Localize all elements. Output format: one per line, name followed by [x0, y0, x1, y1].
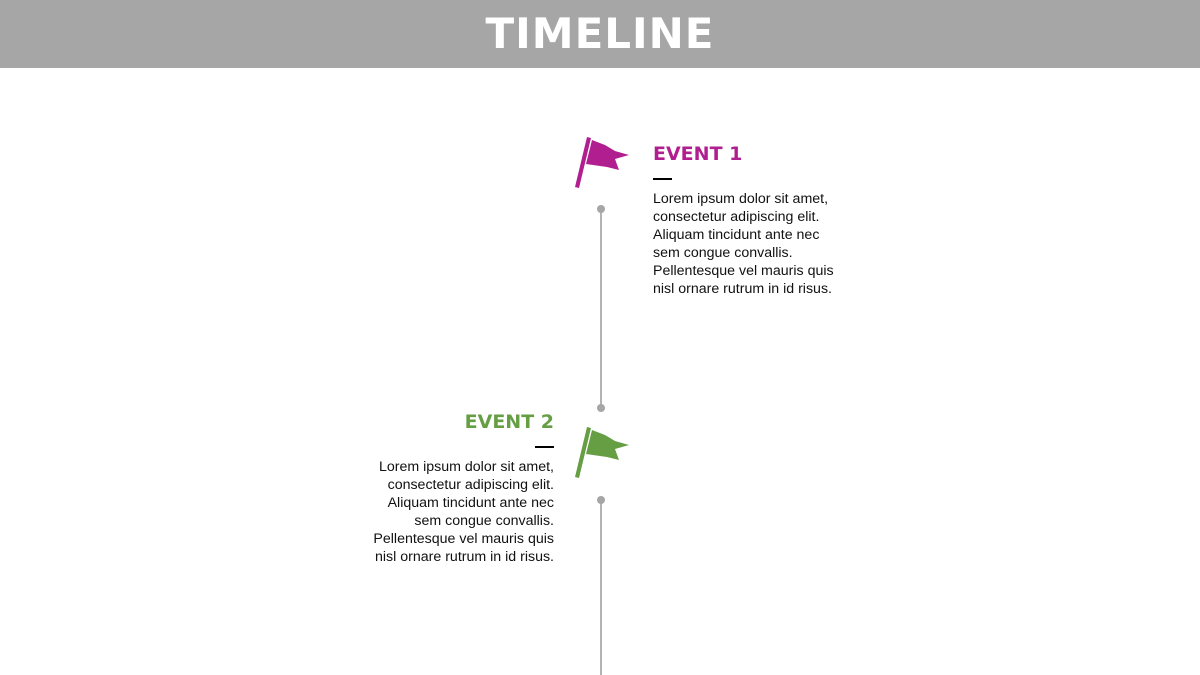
flag-banner [586, 140, 629, 170]
description-line: Aliquam tincidunt ante nec [387, 495, 554, 511]
flag-banner [586, 430, 629, 460]
description-line: nisl ornare rutrum in id risus. [375, 549, 554, 565]
event-2-dash [535, 446, 554, 448]
timeline-connector-2 [600, 500, 602, 675]
event-1-title: EVENT 1 [653, 143, 743, 165]
event-1-description [653, 190, 883, 298]
description-line: Aliquam tincidunt ante nec [653, 227, 820, 243]
event-1-dash [653, 178, 672, 180]
description-line: sem congue convallis. [414, 513, 554, 529]
description-line: Lorem ipsum dolor sit amet, [653, 191, 829, 207]
description-line: nisl ornare rutrum in id risus. [653, 281, 832, 297]
description-line: consectetur adipiscing elit. [387, 477, 554, 493]
timeline-dot [597, 404, 605, 412]
description-line: Lorem ipsum dolor sit amet, [378, 459, 554, 475]
event-2-description [324, 458, 554, 566]
event-1-flag-icon [572, 134, 632, 190]
description-line: Pellentesque vel mauris quis [373, 531, 554, 547]
event-2-flag-icon [572, 424, 632, 480]
page-title: TIMELINE [485, 9, 715, 58]
description-line: sem congue convallis. [653, 245, 793, 261]
event-2-title: EVENT 2 [464, 411, 554, 433]
timeline-dot [597, 496, 605, 504]
description-line: Pellentesque vel mauris quis [653, 263, 834, 279]
timeline-connector-1 [600, 210, 602, 408]
description-line: consectetur adipiscing elit. [653, 209, 820, 225]
timeline-dot [597, 205, 605, 213]
